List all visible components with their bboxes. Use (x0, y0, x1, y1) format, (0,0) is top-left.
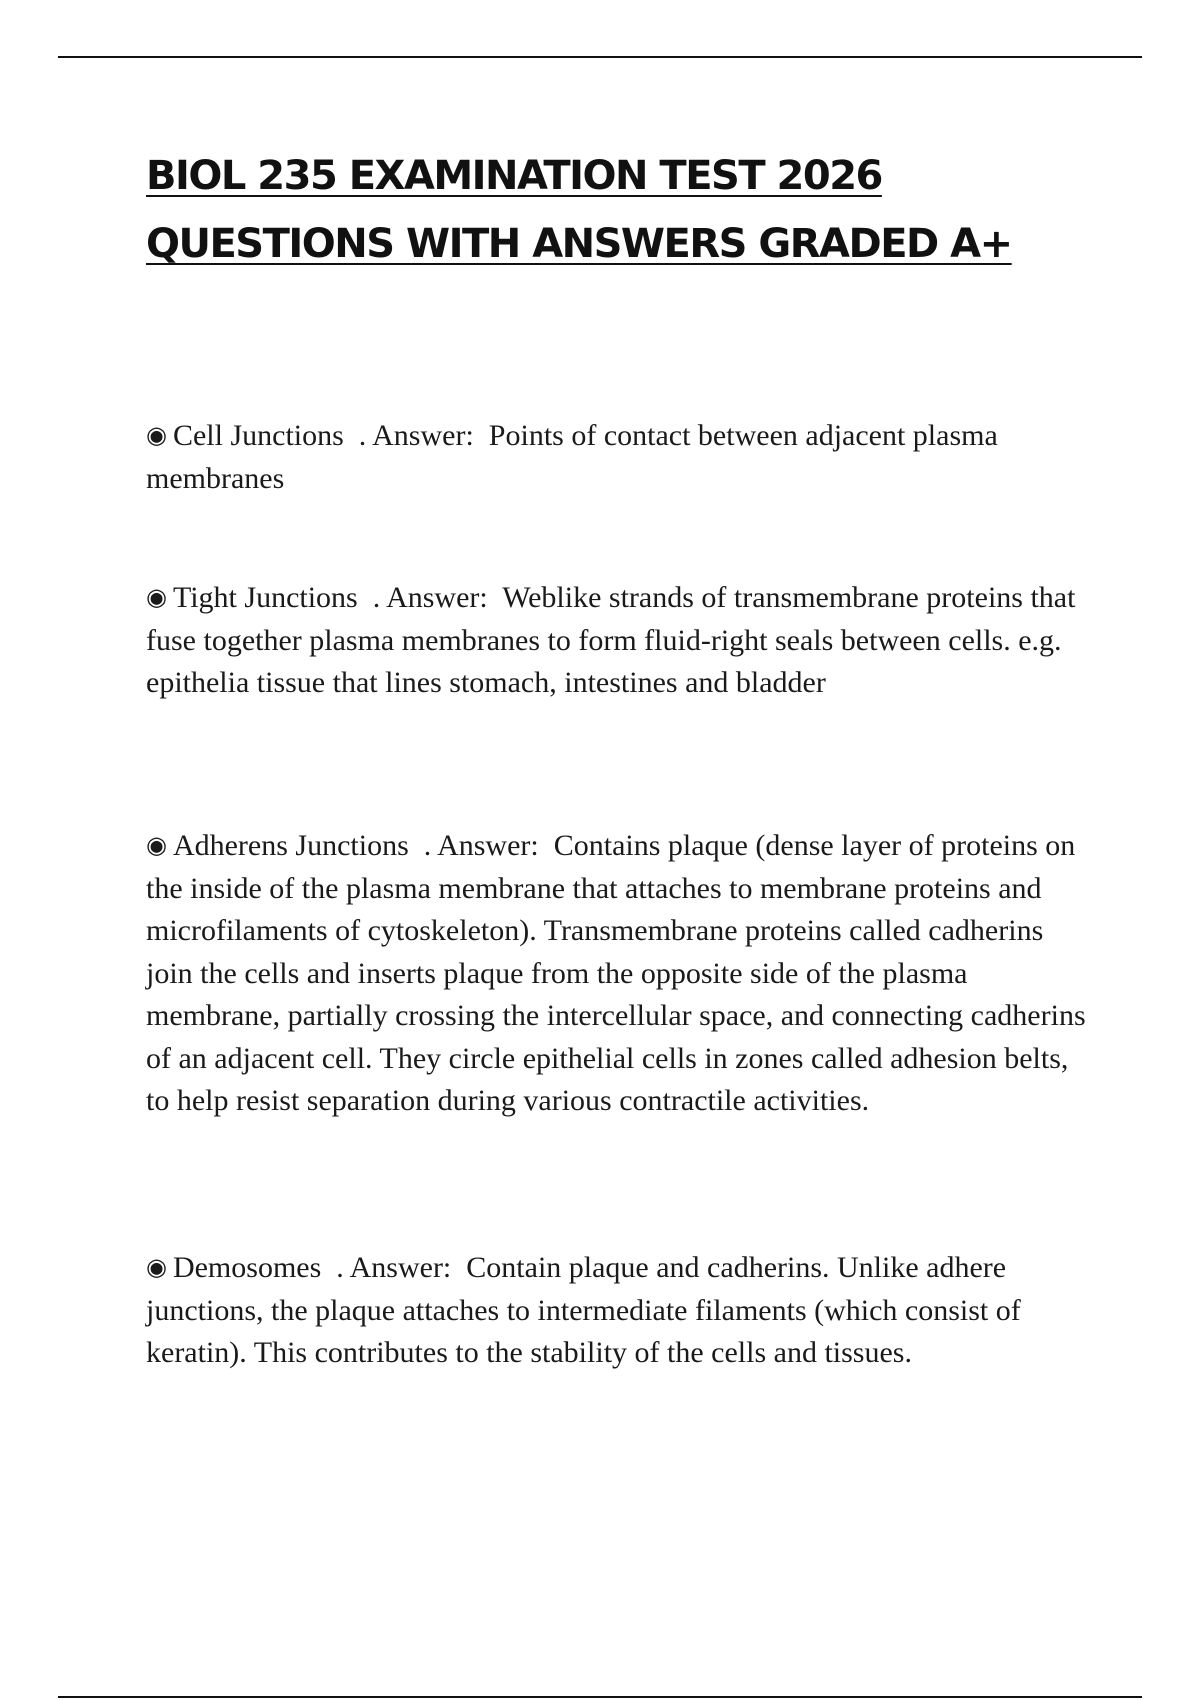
answer-text: Weblike strands of transmembrane proteins that fuse together plasma membranes to form fluid-right seals between cells. e.g. epithelia tissue that lines stomach, intestines and bladder (146, 581, 1076, 699)
answer-separator: . Answer: (321, 1251, 467, 1284)
title-line-2: QUESTIONS WITH ANSWERS GRADED A+ (146, 221, 1012, 267)
answer-text: Points of contact between adjacent plasma membranes (146, 419, 998, 495)
qa-item-cell-junctions (146, 414, 1096, 500)
answer-text: Contain plaque and cadherins. Unlike adhere junctions, the plaque attaches to intermediate filaments (which consist of keratin). This contributes to the stability of the cells and tissues. (146, 1251, 1021, 1369)
answer-separator: . Answer: (408, 829, 554, 862)
answer-separator: . Answer: (357, 581, 503, 614)
answer-text: Contains plaque (dense layer of proteins on the inside of the plasma membrane that attaches to membrane proteins and microfilaments of cytoskeleton). Transmembrane proteins called cadherins join the cells and inserts plaque from the opposite side of the plasma membrane, partially crossing the intercellular space, and connecting cadherins of an adjacent cell. They circle epithelial cells in zones called adhesion belts, to help resist separation during various contractile activities. (146, 829, 1086, 1117)
radio-bullet-icon: ◉ (146, 831, 167, 859)
title-line-1: BIOL 235 EXAMINATION TEST 2026 (146, 153, 882, 199)
document-title (146, 142, 1106, 278)
question-term: Cell Junctions (172, 419, 344, 452)
radio-bullet-icon: ◉ (146, 421, 167, 449)
qa-item-demosomes (146, 1246, 1096, 1375)
question-term: Demosomes (172, 1251, 322, 1284)
answer-separator: . Answer: (343, 419, 489, 452)
qa-item-adherens-junctions (146, 824, 1096, 1123)
bottom-divider (58, 1696, 1142, 1698)
question-term: Tight Junctions (172, 581, 358, 614)
qa-item-tight-junctions (146, 576, 1096, 705)
question-term: Adherens Junctions (172, 829, 409, 862)
radio-bullet-icon: ◉ (146, 583, 167, 611)
top-divider (58, 56, 1142, 58)
radio-bullet-icon: ◉ (146, 1253, 167, 1281)
